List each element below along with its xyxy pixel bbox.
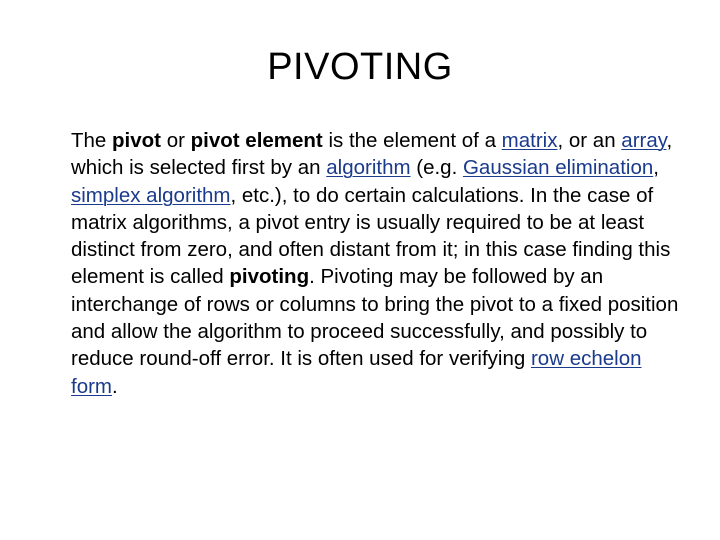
text-segment: , etc.), to do certain calculations. In the case of matrix algorithms, a pivot entry is usually required to be at least distinct from zero, and often distant from it; in this case finding this element is called — [71, 183, 671, 289]
bold-term-pivot: pivot — [112, 129, 161, 152]
bold-term-pivoting: pivoting — [229, 265, 310, 289]
link-algorithm[interactable]: algorithm — [326, 156, 411, 180]
link-simplex-algorithm[interactable]: simplex algorithm — [71, 183, 231, 207]
link-gaussian-elimination[interactable]: Gaussian elimination — [462, 156, 654, 180]
body-paragraph — [71, 127, 683, 400]
text-segment: , or an — [557, 129, 622, 152]
slide-title: PIVOTING — [267, 46, 453, 88]
link-array[interactable]: array — [621, 129, 667, 152]
text-segment: (e.g. — [410, 156, 463, 180]
text-segment: is the element of a — [322, 129, 502, 152]
text-segment: , which is selected first by an — [71, 129, 673, 180]
text-segment: The — [71, 129, 113, 152]
text-segment: or — [161, 129, 191, 152]
text-segment: . — [112, 374, 118, 398]
link-matrix[interactable]: matrix — [501, 129, 558, 152]
text-segment: . Pivoting may be followed by an interchange of rows or columns to bring the pivot to a fixed position and allow the algorithm to proceed successfully, and possibly to reduce round-off error. It is often used for verifying — [71, 265, 679, 371]
text-segment: , — [653, 156, 659, 180]
link-row-echelon-form[interactable]: row echelon form — [71, 347, 642, 398]
bold-term-pivot-element: pivot element — [190, 129, 323, 152]
